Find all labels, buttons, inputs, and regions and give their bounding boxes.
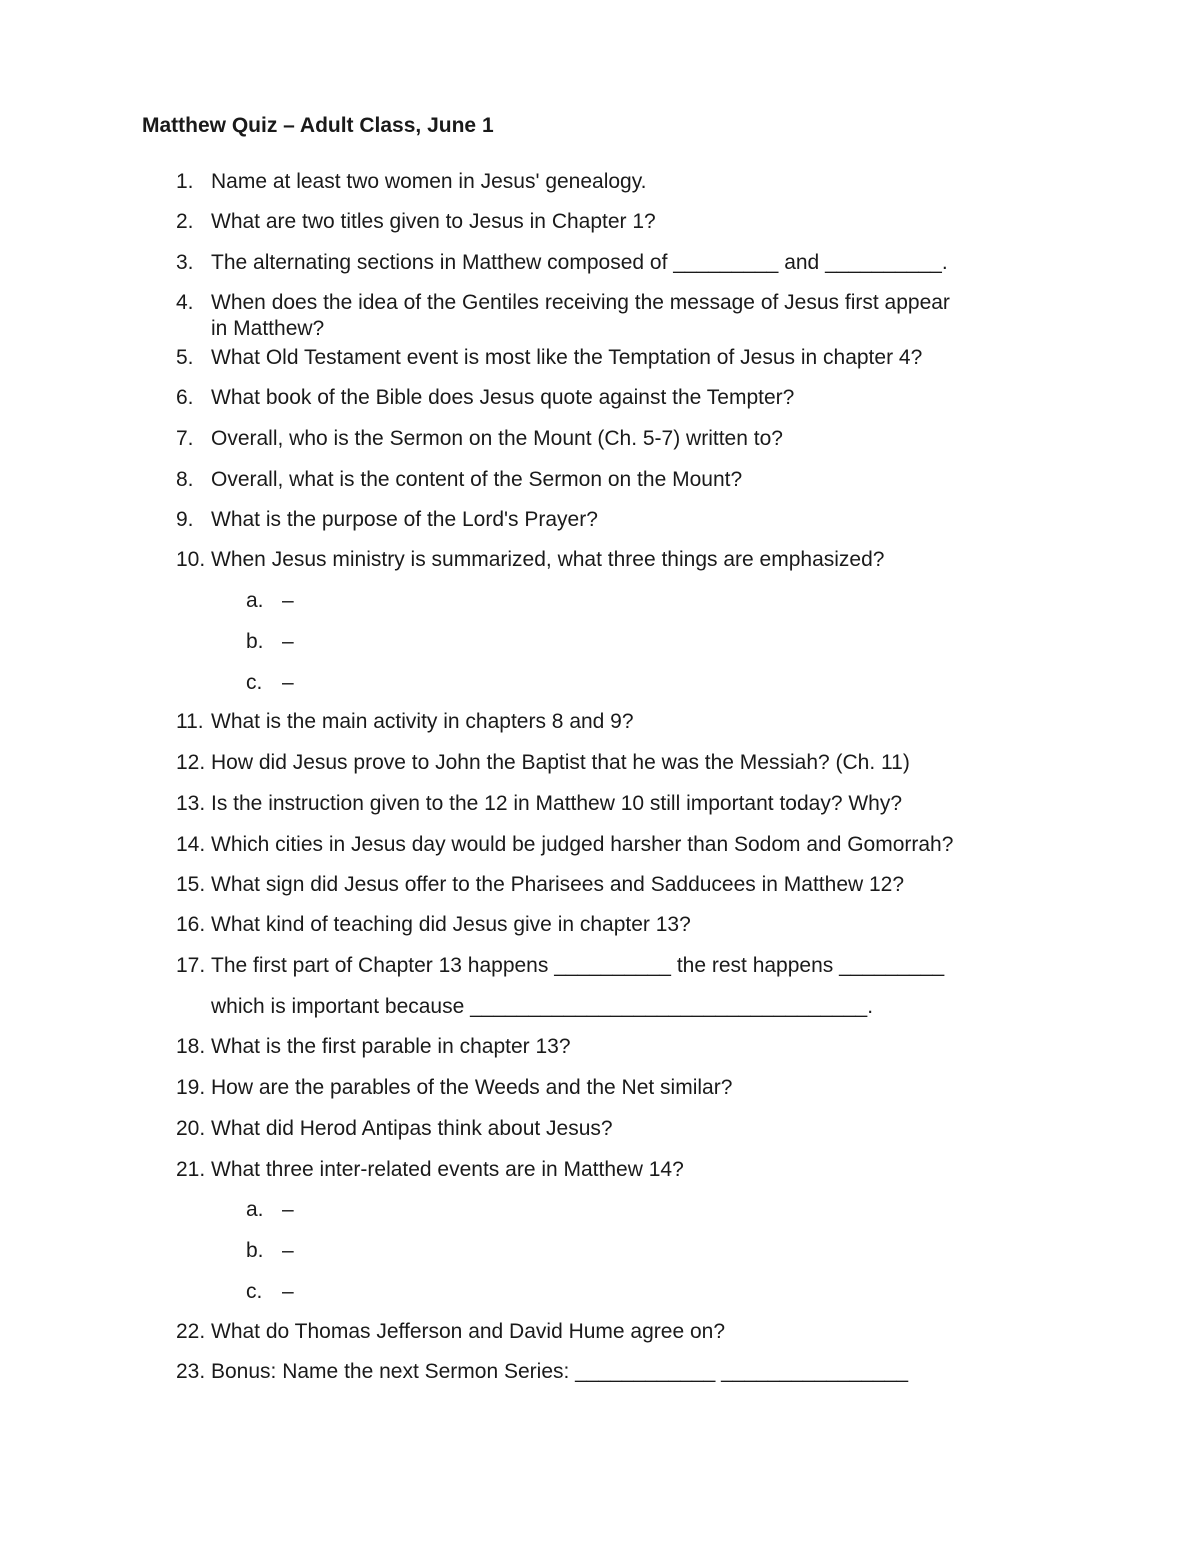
question-number: 20. (176, 1117, 206, 1140)
sub-item-text: – (282, 1198, 294, 1221)
question-text: What are two titles given to Jesus in Chapter 1? (211, 210, 656, 233)
question-number: 12. (176, 751, 206, 774)
question-number: 21. (176, 1158, 206, 1181)
question-text: What did Herod Antipas think about Jesus? (211, 1117, 613, 1140)
sub-item-letter: b. (246, 630, 264, 653)
sub-item-text: – (282, 1239, 294, 1262)
question-number: 4. (176, 291, 194, 314)
sub-item-text: – (282, 671, 294, 694)
question-text: Bonus: Name the next Sermon Series: ____________ ________________ (211, 1360, 909, 1383)
question-text: What is the purpose of the Lord's Prayer? (211, 508, 598, 531)
question-text: Overall, what is the content of the Sermon on the Mount? (211, 468, 743, 491)
question-text: What do Thomas Jefferson and David Hume agree on? (211, 1320, 726, 1343)
question-number: 13. (176, 792, 206, 815)
question-text: The first part of Chapter 13 happens __________ the rest happens _________ (211, 954, 945, 977)
page-title: Matthew Quiz – Adult Class, June 1 (142, 114, 494, 137)
question-text: When Jesus ministry is summarized, what three things are emphasized? (211, 548, 885, 571)
sub-item-letter: a. (246, 589, 264, 612)
question-text: What Old Testament event is most like the Temptation of Jesus in chapter 4? (211, 346, 923, 369)
question-text: Is the instruction given to the 12 in Matthew 10 still important today? Why? (211, 792, 903, 815)
sub-item-letter: c. (246, 1280, 263, 1303)
question-text: How are the parables of the Weeds and the Net similar? (211, 1076, 733, 1099)
question-number: 14. (176, 833, 206, 856)
question-number: 1. (176, 170, 194, 193)
question-text: which is important because __________________________________. (211, 995, 874, 1018)
question-text: When does the idea of the Gentiles receiving the message of Jesus first appear (211, 291, 950, 314)
question-text: How did Jesus prove to John the Baptist that he was the Messiah? (Ch. 11) (211, 751, 910, 774)
question-number: 3. (176, 251, 194, 274)
question-number: 5. (176, 346, 194, 369)
question-text: What sign did Jesus offer to the Pharisees and Sadducees in Matthew 12? (211, 873, 905, 896)
question-number: 7. (176, 427, 194, 450)
question-number: 2. (176, 210, 194, 233)
question-text: Name at least two women in Jesus' genealogy. (211, 170, 647, 193)
question-number: 6. (176, 386, 194, 409)
question-text: The alternating sections in Matthew composed of _________ and __________. (211, 251, 948, 274)
question-number: 15. (176, 873, 206, 896)
question-number: 19. (176, 1076, 206, 1099)
question-number: 17. (176, 954, 206, 977)
question-number: 10. (176, 548, 206, 571)
question-text: in Matthew? (211, 317, 325, 340)
sub-item-text: – (282, 1280, 294, 1303)
sub-item-letter: b. (246, 1239, 264, 1262)
question-text: What book of the Bible does Jesus quote against the Tempter? (211, 386, 795, 409)
sub-item-letter: a. (246, 1198, 264, 1221)
question-number: 23. (176, 1360, 206, 1383)
question-text: What is the main activity in chapters 8 and 9? (211, 710, 634, 733)
sub-item-letter: c. (246, 671, 263, 694)
question-text: Overall, who is the Sermon on the Mount (Ch. 5-7) written to? (211, 427, 783, 450)
question-number: 11. (176, 710, 204, 733)
question-number: 18. (176, 1035, 206, 1058)
question-text: What kind of teaching did Jesus give in chapter 13? (211, 913, 691, 936)
question-text: What three inter-related events are in Matthew 14? (211, 1158, 684, 1181)
question-text: What is the first parable in chapter 13? (211, 1035, 571, 1058)
question-text: Which cities in Jesus day would be judged harsher than Sodom and Gomorrah? (211, 833, 954, 856)
sub-item-text: – (282, 630, 294, 653)
question-number: 22. (176, 1320, 206, 1343)
question-number: 16. (176, 913, 206, 936)
question-number: 8. (176, 468, 194, 491)
question-number: 9. (176, 508, 194, 531)
sub-item-text: – (282, 589, 294, 612)
